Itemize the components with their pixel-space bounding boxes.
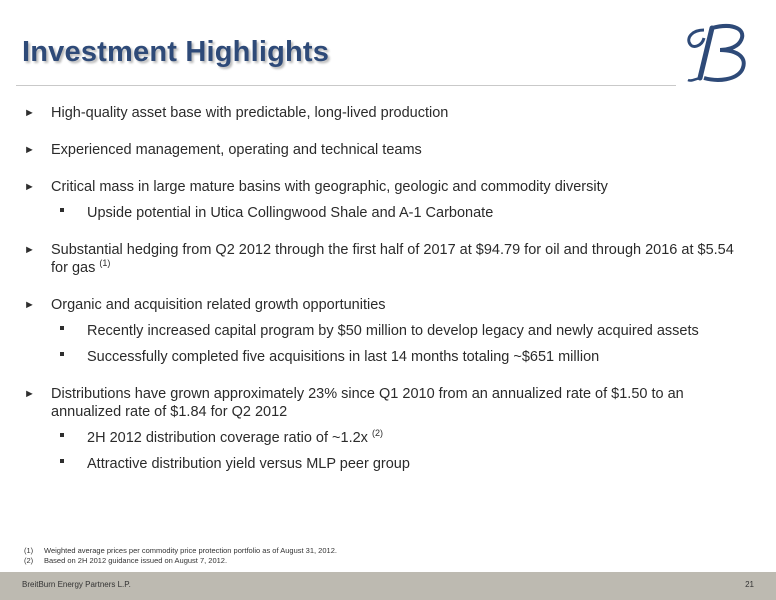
footer-company: BreitBurn Energy Partners L.P. [22, 580, 131, 589]
bullet-arrow-icon: ► [24, 181, 35, 193]
square-bullet-icon [60, 352, 64, 356]
footnote-number: (2) [24, 556, 34, 565]
bullet-text-wrap [51, 241, 754, 277]
sub-bullet-text: Recently increased capital program by $50 million to develop legacy and newly acquired assets [87, 323, 699, 339]
sub-bullet-item [60, 322, 754, 340]
bullet-arrow-icon: ► [24, 144, 35, 156]
bullet-text: Substantial hedging from Q2 2012 through the first half of 2017 at $94.79 for oil and through 2016 at $5.54 for gas [51, 242, 734, 276]
sub-bullet-text-wrap [87, 429, 727, 447]
bullet-item [24, 241, 754, 277]
bullet-item [24, 104, 754, 122]
bullet-text: Critical mass in large mature basins with geographic, geologic and commodity diversity [51, 179, 608, 195]
bullet-arrow-icon: ► [24, 107, 35, 119]
square-bullet-icon [60, 433, 64, 437]
bullet-text: High-quality asset base with predictable, long-lived production [51, 105, 449, 121]
bullet-arrow-icon: ► [24, 299, 35, 311]
footer-bar [0, 572, 776, 600]
bullet-text: Organic and acquisition related growth opportunities [51, 297, 386, 313]
sub-bullet-text: Successfully completed five acquisitions in last 14 months totaling ~$651 million [87, 349, 600, 365]
bullet-item [24, 296, 754, 314]
sub-bullet-text: 2H 2012 distribution coverage ratio of ~1.2x [87, 430, 368, 446]
square-bullet-icon [60, 326, 64, 330]
footnote [24, 546, 337, 556]
footnote-ref: (2) [371, 428, 383, 438]
page-title: Investment Highlights [22, 36, 330, 68]
footnote-text: Weighted average prices per commodity price protection portfolio as of August 31, 2012. [44, 546, 337, 555]
breitburn-logo [682, 18, 758, 86]
footnote-ref: (1) [99, 258, 111, 268]
bullet-item [24, 178, 754, 196]
square-bullet-icon [60, 459, 64, 463]
sub-bullet-item [60, 429, 754, 447]
sub-bullet-text: Upside potential in Utica Collingwood Shale and A-1 Carbonate [87, 205, 494, 221]
bullet-text: Experienced management, operating and technical teams [51, 142, 422, 158]
title-divider [16, 85, 676, 86]
bullet-text: Distributions have grown approximately 23% since Q1 2010 from an annualized rate of $1.50 to an annualized rate of $1.84 for Q2 2012 [51, 386, 684, 420]
bullet-item [24, 385, 754, 421]
bullet-arrow-icon: ► [24, 244, 35, 256]
sub-bullet-item [60, 204, 754, 222]
footnote-number: (1) [24, 546, 34, 555]
sub-bullet-item [60, 455, 754, 473]
footnote [24, 556, 337, 566]
bullet-list [24, 104, 754, 473]
bullet-item [24, 141, 754, 159]
footnotes [24, 546, 337, 566]
sub-bullet-text: Attractive distribution yield versus MLP peer group [87, 456, 410, 472]
footnote-text: Based on 2H 2012 guidance issued on August 7, 2012. [44, 556, 228, 565]
bullet-arrow-icon: ► [24, 388, 35, 400]
page-number: 21 [745, 580, 754, 589]
sub-bullet-item [60, 348, 754, 366]
square-bullet-icon [60, 208, 64, 212]
